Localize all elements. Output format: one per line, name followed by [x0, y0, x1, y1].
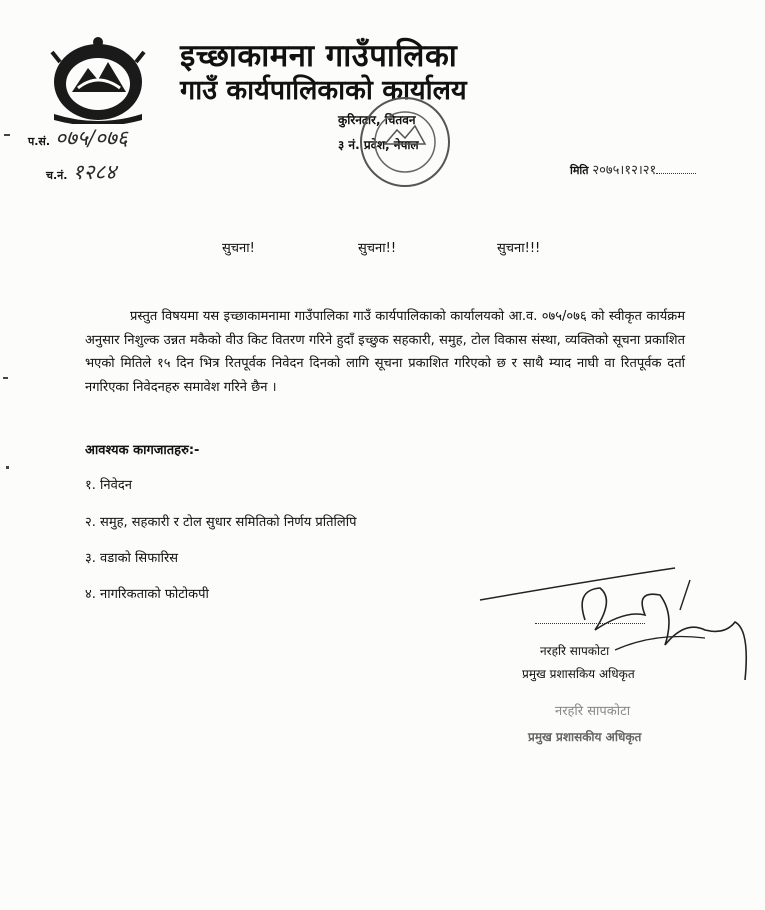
notice-1: सुचना!	[222, 241, 255, 256]
scan-speck	[4, 134, 10, 136]
requirement-item-4: ४. नागरिकताको फोटोकपी	[85, 587, 209, 602]
reference-ps	[28, 124, 128, 152]
ps-value: ०७५/०७६	[55, 126, 128, 150]
notice-2: सुचना!!	[358, 241, 397, 256]
office-subtitle: गाउँ कार्यपालिकाको कार्यालय	[180, 75, 467, 106]
address-line-2: ३ नं. प्रदेश, नेपाल	[338, 138, 419, 152]
address-line-1: कुरिनटार, चितवन	[338, 113, 416, 127]
scan-speck	[6, 466, 9, 469]
scan-speck	[3, 377, 8, 379]
signature-icon	[475, 560, 765, 710]
office-title: इच्छाकामना गाउँपालिका	[180, 38, 458, 74]
requirement-item-3: ३. वडाको सिफारिस	[85, 551, 179, 566]
signatory-name: नरहरि सापकोटा	[540, 644, 610, 658]
notice-3: सुचना!!!	[497, 241, 541, 256]
nepal-emblem-icon	[48, 32, 148, 124]
stamp-name: नरहरि सापकोटा	[555, 704, 631, 719]
date-row	[570, 160, 696, 178]
cn-label: च.नं.	[46, 169, 68, 182]
requirement-item-1: १. निवेदन	[85, 478, 132, 493]
date-dots	[656, 163, 696, 174]
requirements-heading: आवश्यक कागजातहरु:-	[85, 443, 200, 458]
stamp-title: प्रमुख प्रशासकीय अधिकृत	[528, 730, 642, 744]
signature-line	[535, 623, 645, 624]
date-label: मिति	[570, 164, 589, 177]
office-seal-icon	[355, 92, 455, 192]
ps-label: प.सं.	[28, 135, 51, 148]
cn-value: १२८४	[72, 160, 117, 184]
signatory-title: प्रमुख प्रशासकिय अधिकृत	[522, 667, 635, 681]
date-value: २०७५।१२।२१	[592, 163, 657, 178]
notice-body: प्रस्तुत विषयमा यस इच्छाकामनामा गाउँपालिका गाउँ कार्यपालिकाको कार्यालयको आ.व. ०७५/०७६ को स्वीकृत कार्यक्रम अनुसार निशुल्क उन्नत मकैको वीउ किट वितरण गरिने हुदाँ इच्छुक सहकारी, समुह, टोल विकास संस्था, व्यक्तिको सूचना प्रकाशित भएको मितिले १५ दिन भित्र रितपूर्वक निवेदन दिनको लागि सूचना प्रकाशित गरिएको छ र साथै म्याद नाघी वा रितपूर्वक दर्ता नगरिएका निवेदनहरु समावेश गरिने छैन ।	[85, 309, 685, 395]
requirement-item-2: २. समुह, सहकारी र टोल सुधार समितिको निर्णय प्रतिलिपि	[85, 515, 357, 530]
reference-cn	[46, 158, 116, 186]
